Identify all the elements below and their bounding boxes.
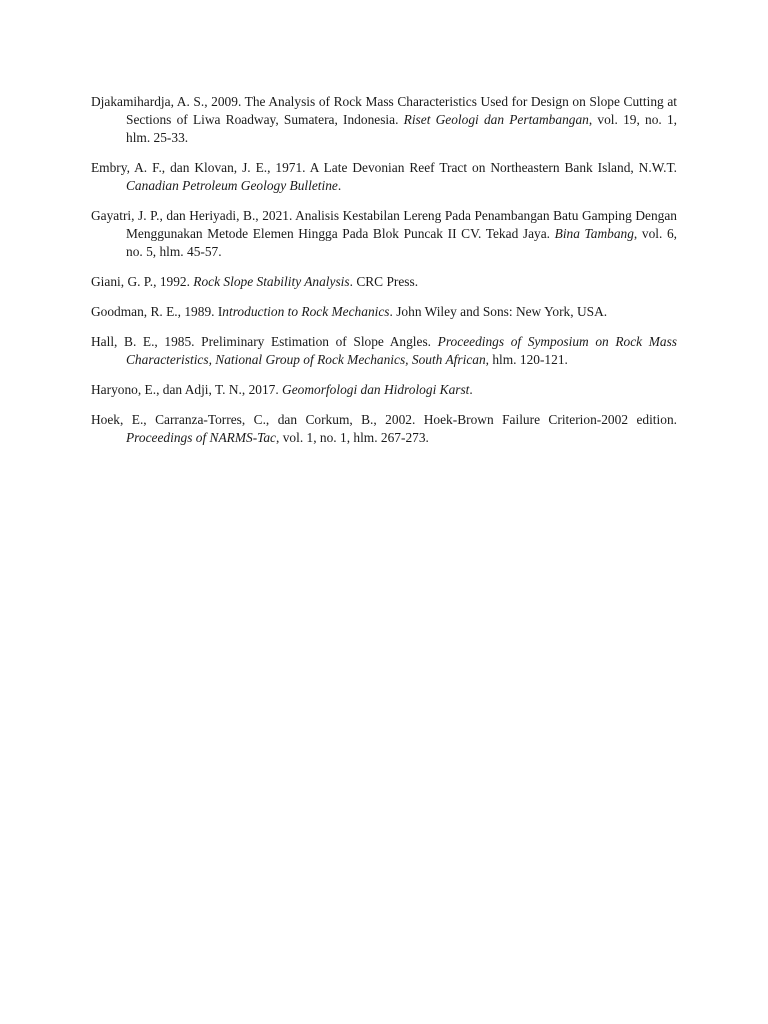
reference-source-title: Proceedings of NARMS-Tac [126,430,277,445]
reference-text: Embry, A. F., dan Klovan, J. E., 1971. A Late Devonian Reef Tract on Northeastern Bank Island, N.W.T. [91,160,677,175]
reference-source-title: Proceedings of Symposium on Rock Mass Characteristics, National Group of Rock Mechanics, South African [126,334,677,367]
reference-text: , vol. 6, no. 5, hlm. 45-57. [126,226,677,259]
reference-entry [91,93,677,147]
reference-source-title: Rock Slope Stability Analysis [193,274,350,289]
reference-entry [91,381,677,399]
reference-list [91,93,677,459]
reference-entry [91,333,677,369]
reference-text: Giani, G. P., 1992. [91,274,194,289]
reference-entry [91,159,677,195]
reference-text: Djakamihardja, A. S., 2009. The Analysis of Rock Mass Characteristics Used for Design on Slope Cutting at Sections of Liwa Roadway, Sumatera, Indonesia. [91,94,677,127]
reference-text: , vol. 1, no. 1, hlm. 267-273. [276,430,429,445]
reference-source-title: ntroduction to Rock Mechanics [222,304,390,319]
reference-entry [91,273,677,291]
reference-text: . [469,382,473,397]
reference-entry [91,207,677,261]
reference-source-title: Geomorfologi dan Hidrologi Karst [282,382,470,397]
reference-text: . John Wiley and Sons: New York, USA. [389,304,608,319]
reference-text: Hall, B. E., 1985. Preliminary Estimation of Slope Angles. [91,334,438,349]
reference-text: . CRC Press. [349,274,419,289]
reference-text: Gayatri, J. P., dan Heriyadi, B., 2021. Analisis Kestabilan Lereng Pada Penambangan Batu Gamping Dengan Menggunakan Metode Elemen Hingga Pada Blok Puncak II CV. Tekad Jaya. [91,208,677,241]
reference-entry [91,411,677,447]
reference-text: Goodman, R. E., 1989. I [91,304,223,319]
reference-text: Hoek, E., Carranza-Torres, C., dan Corkum, B., 2002. Hoek-Brown Failure Criterion-2002 edition. [91,412,677,427]
reference-source-title: Bina Tambang [554,226,634,241]
reference-text: . [337,178,342,193]
reference-text: , vol. 19, no. 1, hlm. 25-33. [126,112,677,145]
reference-text: , hlm. 120-121. [485,352,568,367]
reference-source-title: Riset Geologi dan Pertambangan [403,112,589,127]
reference-text: Haryono, E., dan Adji, T. N., 2017. [91,382,283,397]
reference-entry [91,303,677,321]
reference-source-title: Canadian Petroleum Geology Bulletine [126,178,338,193]
